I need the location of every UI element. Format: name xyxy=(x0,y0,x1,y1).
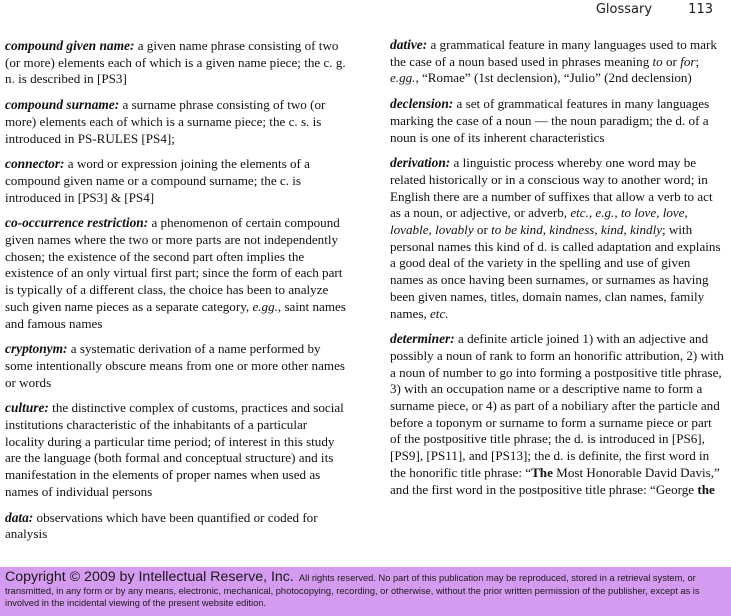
definition-text: a surname phrase consisting of two (or more) elements each of which is a surname piece; the c. s. is introduced in PS-RULES [PS4]; xyxy=(5,97,326,146)
glossary-entry xyxy=(5,156,347,206)
glossary-entry xyxy=(390,331,725,498)
definition-text: a given name phrase consisting of two (or more) elements each of which is a given name piece; the c. g. n. is described in [PS3] xyxy=(5,38,346,87)
glossary-term: compound given name: xyxy=(5,38,135,53)
definition-text: a definite article joined 1) with an adjective and possibly a noun of rank to form an honorific attribution, 2) with a noun of number to go into forming a postpositive title phrase, 3) with an occupation name or a descriptive name to form a surname piece, or 4) as part of a nobiliary after the particle and before a toponym or surname to form a surname piece or part of the postpositive title phrase; the d. is introduced in [PS6], [PS9], [PS11], and [PS13]; the d. is definite, the first word in the honorific title phrase: “ xyxy=(390,331,724,480)
definition-text: the xyxy=(697,481,715,497)
definition-text: etc. xyxy=(430,305,449,321)
glossary-entry xyxy=(390,96,725,146)
glossary-term: data: xyxy=(5,509,34,525)
definition-text: a linguistic process whereby one word may be related historically or in a conscious way to another word; in English there are a number of suffixes that allow a verb to act as a noun, or adjective, or adverb, xyxy=(390,155,713,221)
definition-text: The xyxy=(531,464,553,480)
definition-text: ; xyxy=(695,53,700,69)
glossary-term: dative: xyxy=(390,37,428,52)
glossary-entry xyxy=(5,38,347,88)
definition-text: e.gg. xyxy=(390,70,416,86)
definition-text: , saint names and famous names xyxy=(5,298,346,331)
glossary-term: determiner: xyxy=(390,331,455,347)
glossary-term: cryptonym: xyxy=(5,341,68,357)
glossary-term: culture: xyxy=(5,400,49,416)
definition-text: to xyxy=(652,53,663,69)
glossary-left-column xyxy=(5,38,347,552)
page-number: 113 xyxy=(688,2,713,17)
definition-text: a grammatical feature in many languages used to mark the case of a noun based used in phrases meaning xyxy=(390,37,717,69)
glossary-entry xyxy=(5,341,347,391)
definition-text: a systematic derivation of a name performed by some intentionally obscure means from one or more other names or words xyxy=(5,341,345,390)
definition-text: e.gg. xyxy=(252,298,278,314)
definition-text: a set of grammatical features in many languages marking the case of a noun — the noun paradigm; the d. of a noun is one of its inherent characteristics xyxy=(390,96,710,145)
rights-statement: All rights reserved. No part of this publication may be reproduced, stored in a retrieval system, or transmitted, in any form or by any means, electronic, mechanical, photocopying, recording, or otherwise, without the prior written permission of the publisher, except as is involved in the incidental viewing of the present website edition. xyxy=(5,573,700,609)
definition-text: a word or expression joining the elements of a compound given name or a compound surname; the c. is introduced in [PS3] & [PS4] xyxy=(5,156,310,205)
definition-text: or xyxy=(473,222,492,238)
glossary-entry xyxy=(5,400,347,500)
glossary-term: connector: xyxy=(5,156,65,172)
header-title: Glossary xyxy=(595,2,653,17)
definition-text: the distinctive complex of customs, practices and social institutions characteristic of the inhabitants of a particular locality during a particular time period; of interest in this study are the language (both formal and conceptual structure) and its manifestation in the elements of proper names when used as names of individual persons xyxy=(5,400,344,499)
glossary-entry xyxy=(5,97,347,147)
copyright-footer xyxy=(0,567,731,616)
definition-text: ; with personal names this kind of d. is called adaptation and explains a good deal of the variety in the spelling and use of given names as once having been surnames, or surnames as having been given names, titles, domain names, clan names, family names, xyxy=(390,222,721,321)
glossary-term: compound surname: xyxy=(5,97,120,113)
glossary-term: co-occurrence restriction: xyxy=(5,215,149,231)
glossary-entry xyxy=(390,37,725,87)
copyright-notice: Copyright © 2009 by Intellectual Reserve, Inc. xyxy=(5,569,294,585)
page-header xyxy=(592,2,713,20)
footer-text xyxy=(5,570,725,610)
definition-text: Most Honorable David Davis,” and the first word in the postpositive title phrase: “George xyxy=(390,464,720,497)
glossary-entry xyxy=(5,215,347,332)
definition-text: or xyxy=(662,53,681,69)
glossary-entry xyxy=(5,510,347,543)
definition-text: etc., e.g., to love, love, lovable, lovably xyxy=(390,205,688,238)
glossary-entry xyxy=(390,155,725,322)
glossary-term: derivation: xyxy=(390,155,451,171)
definition-text: observations which have been quantified or coded for analysis xyxy=(5,509,318,542)
definition-text: , “Romae” (1st declension), “Julio” (2nd declension) xyxy=(415,70,692,86)
definition-text: a phenomenon of certain compound given names where the two or more parts are not independently chosen; the existence of the second part often implies the existence of an only virtual first part; since the form of each part is typically of a different class, the choice has been to analyze such given name pieces as a separate category, xyxy=(5,215,343,314)
glossary-term: declension: xyxy=(390,96,454,112)
definition-text: to be kind, kindness, kind, kindly xyxy=(491,222,663,238)
definition-text: for xyxy=(680,53,696,69)
glossary-right-column xyxy=(390,37,725,507)
